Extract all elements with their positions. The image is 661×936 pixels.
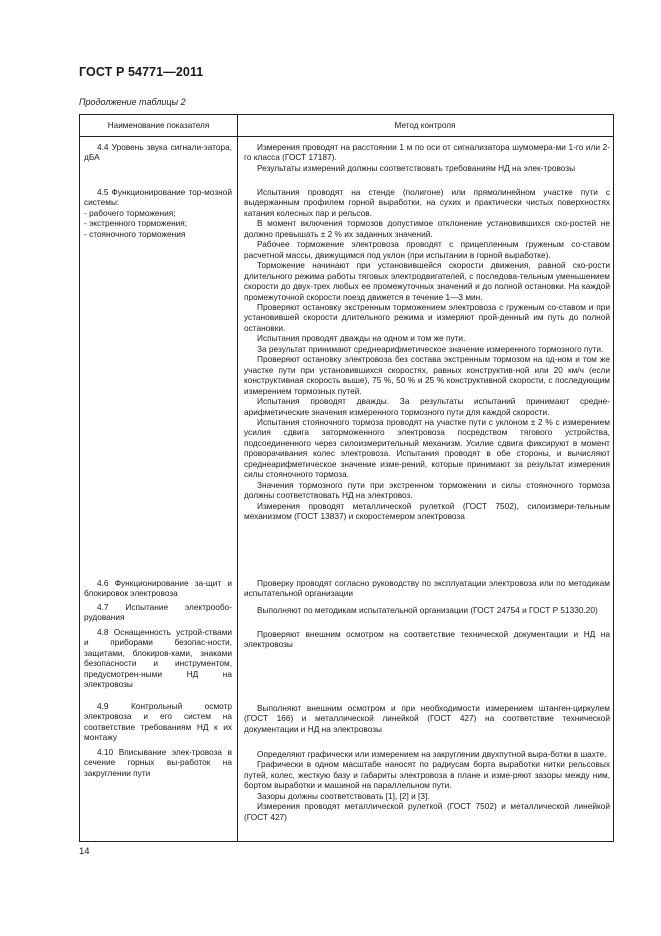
method-paragraph: Испытания проводят на стенде (полигоне) или прямолинейном участке пути с выдержанным профилем горной выработки, на сухих и практически чистых поверхностях катания колесных пар и рельсов. <box>244 187 610 218</box>
indicator-list-item: - рабочего торможения; <box>84 207 176 218</box>
method-paragraph: Измерения проводят на расстоянии 1 м по оси от сигнализатора шумомера-ми 1-го или 2-го класса (ГОСТ 17187). <box>244 142 610 163</box>
indicator-text: 4.10 Вписывание элек-тровоза в сечение горных вы-работок на закруглении пути <box>84 747 232 778</box>
indicator-text: 4.4 Уровень звука сигнали-затора, дБА <box>84 142 232 163</box>
method-paragraph: Измерения проводят металлической рулеткой (ГОСТ 7502), силоизмери-тельным механизмом (ГОСТ 13837) и скоростемером электровоза <box>244 500 610 522</box>
method-paragraph: Проверяют внешним осмотром на соответствие технической документации и НД на электровозы <box>244 629 610 650</box>
method-paragraph: Проверяют остановку электровоза без состава экстренным тормозом на од-ном и том же участке пути при установившихся скоростях, равных конструктив-ной или 20 км/ч (если конструктивная скорость выше), 75 %, 50 % и 25 % конструктивной скорости, с последующим измерением тормозных путей. <box>244 354 610 396</box>
methods-table <box>79 114 614 842</box>
row-4-4-method <box>244 142 610 173</box>
row-4-4-indicator <box>84 142 232 163</box>
row-4-6-method <box>244 578 610 599</box>
table-caption: Продолжение таблицы 2 <box>79 97 186 107</box>
page-number: 14 <box>79 846 90 857</box>
method-paragraph: Выполняют по методикам испытательной организации (ГОСТ 24754 и ГОСТ Р 51330.20) <box>257 605 598 615</box>
indicator-text: 4.7 Испытание электрообо-рудования <box>84 602 232 623</box>
method-paragraph: Графически в одном масштабе наносят по радиусам борта выработки нитки рельсовых путей, колес, жесткую базу и габариты электровоза в плане и изме-ряют зазоры между ним, бортом выработки и машиной на параллельном пути. <box>244 759 610 791</box>
row-4-8-indicator <box>84 627 232 690</box>
method-paragraph: Зазоры должны соответствовать [1], [2] и [3]. <box>257 790 430 801</box>
row-4-7-indicator <box>84 602 232 623</box>
indicator-text: 4.6 Функционирование за-щит и блокировок электровоза <box>84 578 232 599</box>
method-paragraph: Испытания проводят дважды на одном и том же пути. <box>257 333 466 344</box>
document-title: ГОСТ Р 54771—2011 <box>79 65 204 79</box>
column-header-method: Метод контроля <box>394 121 456 130</box>
method-paragraph: Проверку проводят согласно руководству по эксплуатации электровоза или по методикам испытательной организации <box>244 578 610 599</box>
method-paragraph: В момент включения тормозов допустимое отклонение установившихся ско-ростей не должно превышать ± 2 % их заданных значений. <box>244 218 610 239</box>
method-paragraph: Значения тормозного пути при экстренном торможении и силы стояночного тормоза должны соответствовать НД на электровоз. <box>244 479 610 501</box>
method-paragraph: Определяют графически или измерением на закруглении двухпутной выра-ботки в шахте. <box>257 749 607 759</box>
row-4-10-method <box>244 749 610 822</box>
method-paragraph: Проверяют остановку экстренным торможением электровоза с груженым со-ставом и при установившей скорости длительного режима и измеряют прой-денный им путь до полной остановки. <box>244 301 610 333</box>
row-4-5-indicator <box>84 187 232 239</box>
method-paragraph: Выполняют внешним осмотром и при необходимости измерением штанген-циркулем (ГОСТ 166) и металлической линейкой (ГОСТ 427) на соответствие технической документации и НД на электровозы <box>244 703 610 734</box>
row-4-5-method <box>244 187 610 522</box>
method-paragraph: За результат принимают среднеарифметическое значение измеренного тормозного пути. <box>257 343 604 354</box>
method-paragraph: Результаты измерений должны соответствовать требованиям НД на элек-тровозы <box>257 162 576 173</box>
row-4-8-method <box>244 629 610 650</box>
method-paragraph: Испытания стояночного тормоза проводят на участке пути с уклоном ± 2 % с измерением усилия сдвига заторможенного электровоза посредством тягового устройства, подсоединенного через силоизмерительный механизм. Усилие сдвига фиксируют в момент проворачивания колес электровоза. Испытания проводят в обе стороны, и вычисляют среднеарифметическое значение изме-рений, которые принимают за результат измерения силы стояночного тормоза. <box>244 416 610 480</box>
method-paragraph: Измерения проводят металлической рулеткой (ГОСТ 7502) и металлической линейкой (ГОСТ 427) <box>244 801 610 822</box>
column-divider <box>237 115 238 841</box>
indicator-text: 4.8 Оснащенность устрой-ствами и приборами безопас-ности, защитами, блокиров-ками, знаками безопасности и инструментом, предусмотрен-ными НД на электровозы <box>84 627 232 690</box>
row-4-7-method <box>244 605 610 615</box>
row-4-9-indicator <box>84 701 232 743</box>
indicator-list-item: - экстренного торможения; <box>84 218 188 229</box>
row-4-9-method <box>244 703 610 734</box>
method-paragraph: Торможение начинают при установившейся скорости движения, равной ско-рости длительного режима работы тяговых электродвигателей, с последова-тельным уменьшением скорости до двух-трех любых ее промежуточных значений и до полной остановки. На каждой промежуточной скорости поезд движется в течение 1—3 мин. <box>244 260 610 302</box>
row-4-6-indicator <box>84 578 232 599</box>
indicator-text: 4.9 Контрольный осмотр электровоза и его систем на соответствие требованиям НД к их монтажу <box>84 701 232 743</box>
indicator-list-item: - стояночного торможения <box>84 228 186 239</box>
method-paragraph: Рабочее торможение электровоза проводят с прицепленным груженым со-ставом расчетной массы, движущимся под уклон (при испытании в горной выработке). <box>244 239 610 260</box>
table-header <box>80 115 613 137</box>
method-paragraph: Испытания проводят дважды. За результаты испытаний принимают средне-арифметические значения измеренного тормозного пути для каждой скорости. <box>244 396 610 417</box>
column-header-indicator: Наименование показателя <box>107 121 210 130</box>
row-4-10-indicator <box>84 747 232 778</box>
indicator-text: 4.5 Функционирование тор-мозной системы: <box>84 187 232 208</box>
